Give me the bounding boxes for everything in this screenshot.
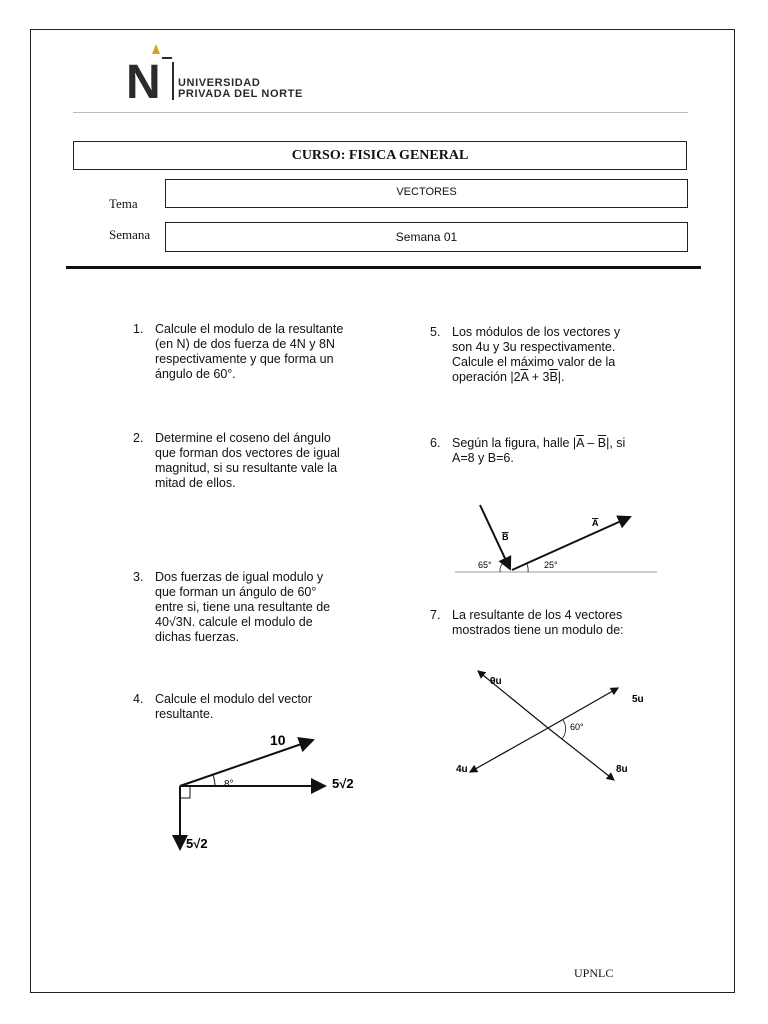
q6-suffix: |, si bbox=[606, 436, 626, 450]
question-line: entre si, tiene una resultante de bbox=[155, 600, 331, 614]
question-line: que forman dos vectores de igual bbox=[155, 446, 340, 460]
q6-minus: – bbox=[583, 436, 598, 450]
question-line: Calcule el modulo del vector bbox=[155, 692, 313, 706]
section-rule bbox=[66, 266, 701, 269]
question-number: 7. bbox=[430, 608, 441, 622]
vector-8u bbox=[548, 728, 614, 780]
question-line: mostrados tiene un modulo de: bbox=[452, 623, 624, 637]
label-b: B bbox=[502, 532, 509, 542]
angle-arc-right bbox=[527, 564, 528, 572]
question-line: respectivamente y que forma un bbox=[155, 352, 334, 366]
angle-arc bbox=[562, 720, 566, 739]
figure-4-vectors bbox=[160, 725, 370, 855]
question-line: resultante. bbox=[155, 707, 214, 721]
question-line: son 4u y 3u respectivamente. bbox=[452, 340, 616, 354]
question-number: 5. bbox=[430, 325, 441, 339]
label-10: 10 bbox=[270, 732, 286, 748]
question-line: Dos fuerzas de igual modulo y bbox=[155, 570, 324, 584]
question-line: ángulo de 60°. bbox=[155, 367, 236, 381]
question-number: 1. bbox=[133, 322, 144, 336]
question-operation bbox=[452, 370, 620, 385]
question-number: 2. bbox=[133, 431, 144, 445]
university-line-2: PRIVADA DEL NORTE bbox=[178, 88, 303, 100]
right-angle-marker bbox=[180, 786, 190, 798]
tema-label: Tema bbox=[109, 196, 138, 211]
angle-25: 25° bbox=[544, 560, 558, 570]
question-line: Calcule el máximo valor de la bbox=[452, 355, 616, 369]
semana-label: Semana bbox=[109, 227, 151, 242]
question-number: 3. bbox=[133, 570, 144, 584]
vector-a-symbol: $\overline{A}$ bbox=[520, 370, 529, 384]
vector-9u bbox=[478, 671, 548, 728]
vector-10 bbox=[180, 740, 313, 786]
tema-box bbox=[165, 179, 688, 208]
op-suffix: |. bbox=[557, 370, 565, 384]
label-right: 5√2 bbox=[332, 776, 354, 791]
op-prefix: operación |2 bbox=[452, 370, 521, 384]
course-title-box bbox=[73, 141, 687, 170]
university-line-1: UNIVERSIDAD bbox=[178, 77, 261, 89]
angle-60: 60° bbox=[570, 722, 584, 732]
label-a: A bbox=[592, 518, 599, 528]
question-line bbox=[452, 436, 625, 451]
question-line: magnitud, si su resultante vale la bbox=[155, 461, 338, 475]
vector-4u bbox=[470, 728, 548, 772]
question-line: La resultante de los 4 vectores bbox=[452, 608, 623, 622]
label-9u: 9u bbox=[490, 676, 502, 687]
vector-a-symbol: $\overline{A}$ bbox=[576, 436, 584, 450]
figure-6-vectors bbox=[450, 500, 665, 580]
question-line: Determine el coseno del ángulo bbox=[155, 431, 331, 445]
label-4u: 4u bbox=[456, 764, 468, 775]
semana-box bbox=[165, 222, 688, 252]
question-line: (en N) de dos fuerza de 4N y 8N bbox=[155, 337, 335, 351]
logo-n-icon bbox=[126, 44, 176, 104]
angle-arc bbox=[213, 775, 215, 786]
logo-letter: N bbox=[126, 56, 161, 104]
vector-b-symbol: $\overline{B}$ bbox=[597, 436, 607, 450]
question-line: A=8 y B=6. bbox=[452, 451, 514, 465]
angle-arc-left bbox=[500, 561, 505, 572]
university-name bbox=[178, 78, 303, 100]
label-8u: 8u bbox=[616, 764, 628, 775]
question-line: que forman un ángulo de 60° bbox=[155, 585, 317, 599]
label-down: 5√2 bbox=[186, 836, 208, 851]
course-title: CURSO: FISICA GENERAL bbox=[291, 147, 469, 163]
figure-7-vectors bbox=[450, 668, 660, 788]
question-line: 40√3N. calcule el modulo de bbox=[155, 615, 313, 629]
header-rule bbox=[73, 112, 688, 113]
label-5u: 5u bbox=[632, 694, 644, 705]
logo-divider bbox=[172, 62, 174, 100]
question-line: dichas fuerzas. bbox=[155, 630, 240, 644]
tema-value: VECTORES bbox=[396, 186, 457, 198]
question-line: Los módulos de los vectores y bbox=[452, 325, 621, 339]
q6-prefix: Según la figura, halle | bbox=[452, 436, 577, 450]
footer-code: UPNLC bbox=[574, 966, 614, 980]
question-number: 4. bbox=[133, 692, 144, 706]
question-line: mitad de ellos. bbox=[155, 476, 236, 490]
angle-label: 8° bbox=[224, 779, 234, 790]
vector-a bbox=[512, 517, 630, 570]
question-number: 6. bbox=[430, 436, 441, 450]
semana-value: Semana 01 bbox=[395, 230, 458, 244]
question-line: Calcule el modulo de la resultante bbox=[155, 322, 344, 336]
angle-65: 65° bbox=[478, 560, 492, 570]
op-mid: + 3 bbox=[528, 370, 550, 384]
vector-b-symbol: $\overline{B}$ bbox=[549, 370, 558, 384]
